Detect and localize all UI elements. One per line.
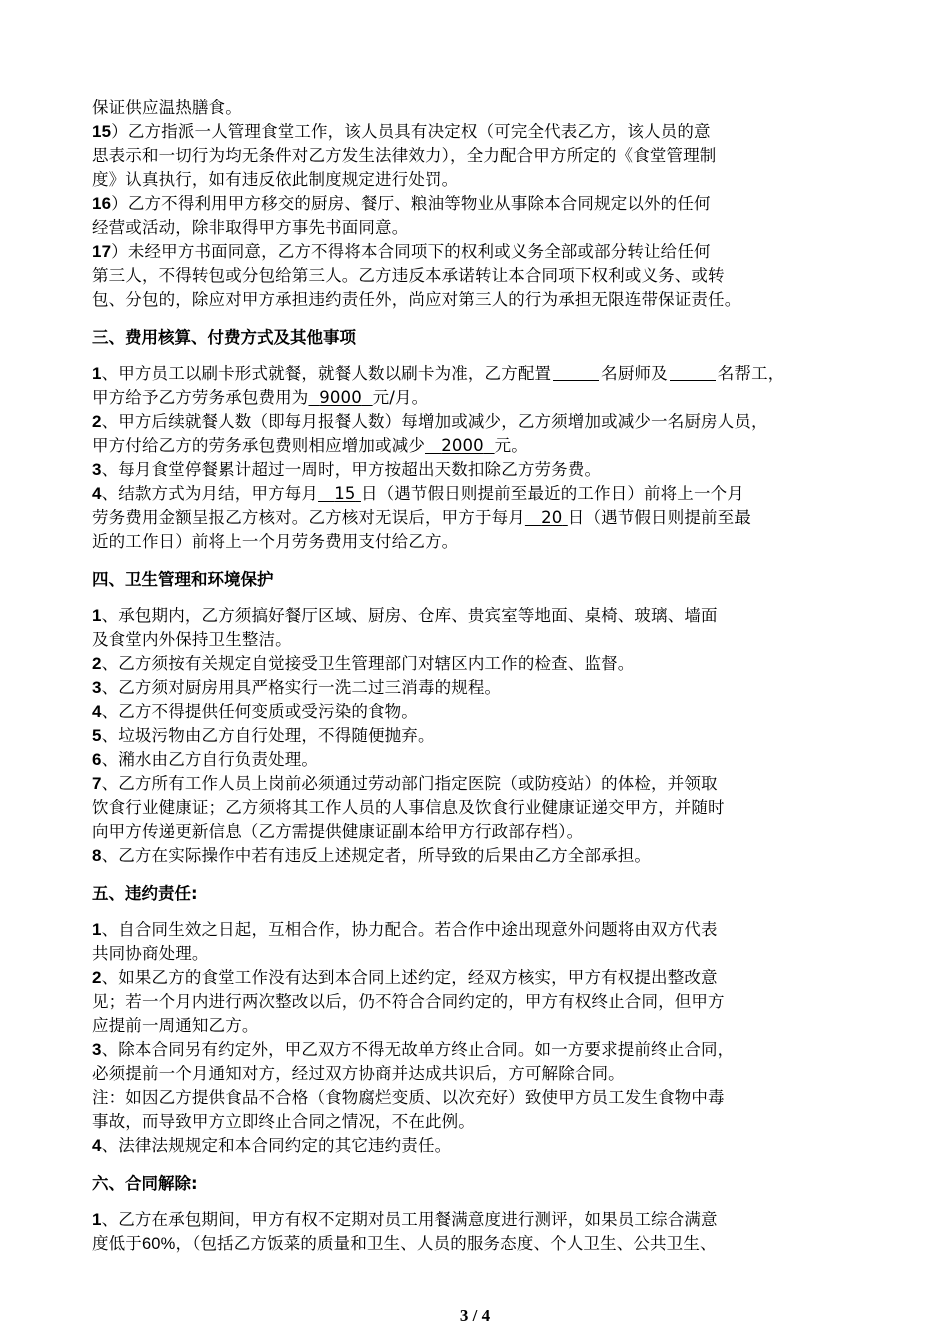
item-1 <box>92 918 882 942</box>
item-number: 4 <box>92 484 102 503</box>
text-segment: 、乙方在承包期间，甲方有权不定期对员工用餐满意度进行测评，如果员工综合满意 <box>101 1210 718 1229</box>
item-8 <box>92 844 882 868</box>
clause-15 <box>92 120 882 144</box>
item-number: 1 <box>92 364 102 383</box>
page-number: 3 / 4 <box>459 1306 491 1325</box>
adjust-amount <box>425 436 495 455</box>
text-segment: 元。 <box>494 436 528 455</box>
item-3 <box>92 676 882 700</box>
fee-amount-value: 9000 <box>319 388 362 407</box>
text-segment: 、结款方式为月结，甲方每月 <box>101 484 319 503</box>
text-segment: ，（包括乙方饭菜的质量和卫生、人员的服务态度、个人卫生、公共卫生、 <box>175 1234 717 1253</box>
payment-day-value: 20 <box>541 508 563 527</box>
item-6 <box>92 748 882 772</box>
text-line: 第三人，不得转包或分包给第三人。乙方违反本承诺转让本合同项下权利或义务、或转 <box>92 266 725 285</box>
text-line <box>92 1232 882 1256</box>
text-segment: 、垃圾污物由乙方自行处理，不得随便抛弃。 <box>101 726 435 745</box>
text-segment: 、法律法规规定和本合同约定的其它违约责任。 <box>101 1136 452 1155</box>
clause-number: 16 <box>92 194 112 213</box>
item-number: 7 <box>92 774 102 793</box>
clause-16 <box>92 192 882 216</box>
item-2 <box>92 410 882 434</box>
clause-17 <box>92 240 882 264</box>
text-line: 包、分包的，除应对甲方承担违约责任外，尚应对第三人的行为承担无限连带保证责任。 <box>92 290 742 309</box>
item-5 <box>92 724 882 748</box>
text-line: 共同协商处理。 <box>92 944 209 963</box>
text-segment: 、甲方后续就餐人数（即每月报餐人数）每增加或减少，乙方须增加或减少一名厨房人员， <box>101 412 768 431</box>
text-segment: 、乙方不得提供任何变质或受污染的食物。 <box>101 702 418 721</box>
text-line: 应提前一周通知乙方。 <box>92 1016 259 1035</box>
item-number: 3 <box>92 460 102 479</box>
item-2 <box>92 966 882 990</box>
text-line: 饮食行业健康证；乙方须将其工作人员的人事信息及饮食行业健康证递交甲方，并随时 <box>92 798 725 817</box>
note-line: 注：如因乙方提供食品不合格（食物腐烂变质、以次充好）致使甲方员工发生食物中毒 <box>92 1088 725 1107</box>
item-number: 3 <box>92 678 102 697</box>
payment-day <box>525 508 568 527</box>
text-segment: 、乙方须按有关规定自觉接受卫生管理部门对辖区内工作的检查、监督。 <box>101 654 635 673</box>
text-segment: 、除本合同另有约定外，甲乙双方不得无故单方终止合同。如一方要求提前终止合同， <box>101 1040 735 1059</box>
text-segment: 、自合同生效之日起，互相合作，协力配合。若合作中途出现意外问题将由双方代表 <box>101 920 718 939</box>
blank-field <box>553 364 599 381</box>
item-4 <box>92 482 882 506</box>
text-segment: 、甲方员工以刷卡形式就餐，就餐人数以刷卡为准，乙方配置 <box>101 364 552 383</box>
blank-field <box>670 364 716 381</box>
item-number: 1 <box>92 606 102 625</box>
item-number: 1 <box>92 1210 102 1229</box>
adjust-amount-value: 2000 <box>441 436 484 455</box>
item-number: 1 <box>92 920 102 939</box>
text-line: 见；若一个月内进行两次整改以后，仍不符合合同约定的，甲方有权终止合同，但甲方 <box>92 992 725 1011</box>
item-1 <box>92 362 882 386</box>
item-4 <box>92 700 882 724</box>
item-3 <box>92 1038 882 1062</box>
text-line: 思表示和一切行为均无条件对乙方发生法律效力），全力配合甲方所定的《食堂管理制 <box>92 146 717 165</box>
item-number: 2 <box>92 654 102 673</box>
text-segment: 日（遇节假日则提前至最近的工作日）前将上一个月 <box>360 484 744 503</box>
text-segment: 元/月。 <box>372 388 429 407</box>
text-line <box>92 434 882 458</box>
item-number: 2 <box>92 412 102 431</box>
text-line <box>92 386 882 410</box>
text-line <box>92 506 882 530</box>
text-line: ）未经甲方书面同意，乙方不得将本合同项下的权利或义务全部或部分转让给任何 <box>111 242 711 261</box>
item-number: 5 <box>92 726 102 745</box>
item-number: 3 <box>92 1040 102 1059</box>
text-segment: 甲方付给乙方的劳务承包费则相应增加或减少 <box>92 436 425 455</box>
text-line: 保证供应温热膳食。 <box>92 98 242 117</box>
clause-number: 15 <box>92 122 112 141</box>
item-1 <box>92 604 882 628</box>
fee-amount <box>308 388 372 407</box>
text-segment: 甲方给予乙方劳务承包费用为 <box>92 388 309 407</box>
report-day-value: 15 <box>334 484 356 503</box>
text-line: 近的工作日）前将上一个月劳务费用支付给乙方。 <box>92 532 459 551</box>
item-number: 2 <box>92 968 102 987</box>
text-segment: 名帮工， <box>717 364 785 383</box>
section-heading: 四、卫生管理和环境保护 <box>92 570 274 589</box>
text-line: ）乙方指派一人管理食堂工作，该人员具有决定权（可完全代表乙方，该人员的意 <box>111 122 711 141</box>
clause-number: 17 <box>92 242 112 261</box>
text-segment: 、潲水由乙方自行负责处理。 <box>101 750 319 769</box>
text-line: 经营或活动，除非取得甲方事先书面同意。 <box>92 218 409 237</box>
text-segment: 、乙方须对厨房用具严格实行一洗二过三消毒的规程。 <box>101 678 502 697</box>
text-line: ）乙方不得利用甲方移交的厨房、餐厅、粮油等物业从事除本合同规定以外的任何 <box>111 194 711 213</box>
text-segment: 、如果乙方的食堂工作没有达到本合同上述约定，经双方核实，甲方有权提出整改意 <box>101 968 718 987</box>
text-segment: 、承包期内，乙方须搞好餐厅区域、厨房、仓库、贵宾室等地面、桌椅、玻璃、墙面 <box>101 606 718 625</box>
item-number: 4 <box>92 702 102 721</box>
note-line: 事故，而导致甲方立即终止合同之情况，不在此例。 <box>92 1112 475 1131</box>
text-segment: 、乙方所有工作人员上岗前必须通过劳动部门指定医院（或防疫站）的体检，并领取 <box>101 774 718 793</box>
text-segment: 度低于 <box>92 1234 142 1253</box>
report-day <box>318 484 361 503</box>
text-segment: 日（遇节假日则提前至最 <box>567 508 751 527</box>
item-4 <box>92 1134 882 1158</box>
text-segment: 劳务费用金额呈报乙方核对。乙方核对无误后，甲方于每月 <box>92 508 525 527</box>
text-segment: 名厨师及 <box>601 364 668 383</box>
item-number: 8 <box>92 846 102 865</box>
item-number: 6 <box>92 750 102 769</box>
text-line: 及食堂内外保持卫生整洁。 <box>92 630 292 649</box>
text-line: 度》认真执行，如有违反依此制度规定进行处罚。 <box>92 170 459 189</box>
text-segment: 、每月食堂停餐累计超过一周时，甲方按超出天数扣除乙方劳务费。 <box>101 460 602 479</box>
item-3 <box>92 458 882 482</box>
section-heading: 五、违约责任: <box>92 884 198 903</box>
section-heading: 六、合同解除: <box>92 1174 198 1193</box>
text-line: 必须提前一个月通知对方，经过双方协商并达成共识后，方可解除合同。 <box>92 1064 625 1083</box>
section-heading: 三、费用核算、付费方式及其他事项 <box>92 328 356 347</box>
percent-value: 60% <box>141 1235 176 1253</box>
item-number: 4 <box>92 1136 102 1155</box>
item-7 <box>92 772 882 796</box>
text-segment: 、乙方在实际操作中若有违反上述规定者，所导致的后果由乙方全部承担。 <box>101 846 652 865</box>
document-page <box>92 96 882 1256</box>
text-line: 向甲方传递更新信息（乙方需提供健康证副本给甲方行政部存档）。 <box>92 822 584 841</box>
item-2 <box>92 652 882 676</box>
item-1 <box>92 1208 882 1232</box>
